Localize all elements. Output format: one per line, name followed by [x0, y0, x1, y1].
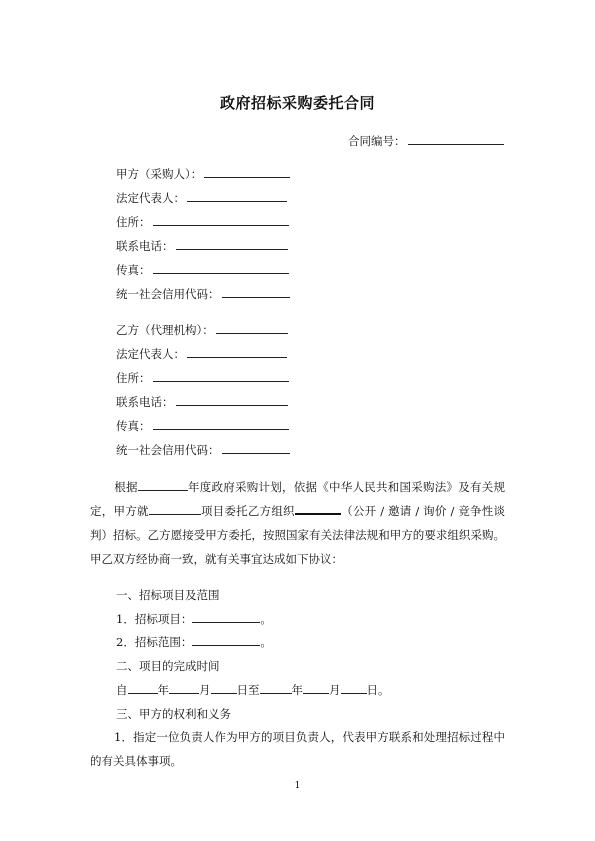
party-a-address-line: [116, 210, 290, 234]
intro-text-4: （公开 / 邀请 / 询价 / 竞争性谈判）招标。乙方愿接受甲方委托，按照国家有关法律法规和甲方的要求组织采购。甲乙双方经协商一致，就有关事宜达成如下协议：: [90, 504, 506, 566]
party-a-address-blank: [153, 214, 289, 226]
party-b-rep-label: 法定代表人：: [116, 347, 185, 361]
start-year-blank: [128, 683, 158, 694]
section-1-item-1: 1．招标项目： 。: [116, 612, 272, 626]
section-3-heading: 三、甲方的权利和义务: [116, 707, 231, 721]
intro-text-3: 项目委托乙方组织: [200, 504, 295, 518]
party-b-credit-line: [116, 438, 290, 462]
project-blank: [149, 504, 201, 515]
party-b-address-line: [116, 366, 290, 390]
party-a-phone-label: 联系电话：: [116, 239, 174, 253]
intro-text-1: 根据: [114, 480, 138, 494]
party-a-rep-label: 法定代表人：: [116, 191, 185, 205]
party-a-credit-line: [116, 282, 290, 306]
party-a-fax-blank: [153, 262, 289, 274]
section-1-item-1-blank: [192, 612, 260, 623]
party-a-block: [116, 162, 290, 306]
section-2-heading: 二、项目的完成时间: [116, 659, 220, 673]
party-a-rep-blank: [187, 190, 287, 202]
party-b-title: 乙方（代理机构）：: [116, 323, 214, 337]
party-b-fax-blank: [153, 418, 289, 430]
party-b-rep-blank: [187, 346, 287, 358]
party-b-address-label: 住所：: [116, 371, 151, 385]
party-b-block: [116, 318, 290, 462]
year-blank: [138, 480, 188, 491]
document-title: 政府招标采购委托合同: [219, 94, 375, 112]
party-b-phone-blank: [176, 394, 288, 406]
party-b-phone-label: 联系电话：: [116, 395, 174, 409]
start-day-blank: [211, 683, 237, 694]
section-2-dates: 自 年 月 日至 年 月 日。: [116, 683, 390, 697]
section-1-heading: 一、招标项目及范围: [116, 588, 220, 602]
end-month-blank: [303, 683, 329, 694]
page-number: 1: [294, 781, 301, 791]
party-b-phone-line: [116, 390, 290, 414]
party-b-title-blank: [216, 322, 288, 334]
party-a-title-blank: [204, 166, 290, 178]
party-b-fax-line: [116, 414, 290, 438]
contract-number: [348, 133, 504, 149]
section-1-item-2: 2．招标范围： 。: [116, 635, 272, 649]
contract-number-label: 合同编号：: [348, 134, 406, 148]
start-month-blank: [169, 683, 199, 694]
contract-number-blank: [408, 133, 504, 145]
party-b-rep-line: [116, 342, 290, 366]
section-1-item-1-label: 1．招标项目：: [116, 612, 193, 626]
party-b-credit-blank: [222, 442, 290, 454]
intro-text-2: 年度政府采购计划，依据《中华人民共和国采购法》及有关规定，甲方就: [90, 480, 505, 518]
party-a-fax-label: 传真：: [116, 263, 151, 277]
party-a-title-line: [116, 162, 290, 186]
party-a-phone-blank: [176, 238, 288, 250]
party-a-rep-line: [116, 186, 290, 210]
party-b-title-line: [116, 318, 290, 342]
party-a-credit-blank: [222, 286, 290, 298]
party-a-fax-line: [116, 258, 290, 282]
party-b-fax-label: 传真：: [116, 419, 151, 433]
end-year-blank: [260, 683, 292, 694]
intro-paragraph: [90, 475, 505, 571]
section-1-item-2-blank: [192, 635, 260, 646]
section-3-item-1: 1．指定一位负责人作为甲方的项目负责人，代表甲方联系和处理招标过程中的有关具体事项。: [90, 730, 505, 768]
party-a-title: 甲方（采购人）：: [116, 167, 203, 181]
method-blank: [295, 503, 341, 515]
party-b-credit-label: 统一社会信用代码：: [116, 443, 220, 457]
section-1-item-2-label: 2．招标范围：: [116, 635, 193, 649]
end-day-blank: [341, 683, 367, 694]
party-a-phone-line: [116, 234, 290, 258]
party-a-credit-label: 统一社会信用代码：: [116, 287, 220, 301]
party-b-address-blank: [153, 370, 289, 382]
party-a-address-label: 住所：: [116, 215, 151, 229]
